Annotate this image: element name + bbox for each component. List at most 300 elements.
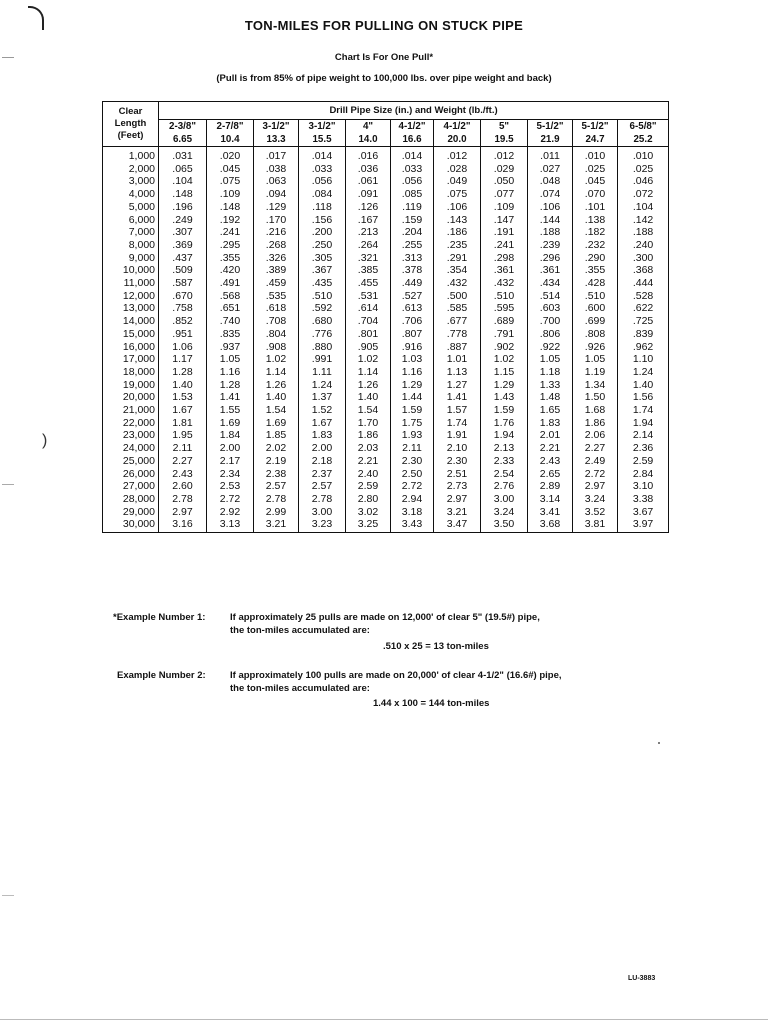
ton-miles-cell: 2.38 bbox=[254, 468, 299, 481]
clear-length-cell: 10,000 bbox=[103, 264, 159, 277]
ton-miles-cell: .094 bbox=[254, 188, 299, 201]
ton-miles-cell: 2.14 bbox=[618, 429, 669, 442]
clear-length-cell: 30,000 bbox=[103, 518, 159, 532]
ton-miles-cell: .354 bbox=[434, 264, 481, 277]
ton-miles-cell: 1.06 bbox=[159, 341, 207, 354]
ton-miles-cell: 2.43 bbox=[159, 468, 207, 481]
ton-miles-cell: 2.99 bbox=[254, 506, 299, 519]
ton-miles-cell: .126 bbox=[346, 201, 391, 214]
ton-miles-cell: 3.81 bbox=[573, 518, 618, 532]
ton-miles-cell: .109 bbox=[481, 201, 528, 214]
ton-miles-cell: .962 bbox=[618, 341, 669, 354]
table-row bbox=[103, 366, 669, 379]
ton-miles-cell: 3.38 bbox=[618, 493, 669, 506]
ton-miles-cell: .119 bbox=[391, 201, 434, 214]
ton-miles-cell: .033 bbox=[299, 163, 346, 176]
ton-miles-cell: 1.16 bbox=[207, 366, 254, 379]
ton-miles-cell: .241 bbox=[207, 226, 254, 239]
ton-miles-cell: .321 bbox=[346, 252, 391, 265]
ton-miles-cell: 3.21 bbox=[254, 518, 299, 532]
table-row bbox=[103, 175, 669, 188]
ton-miles-cell: 2.40 bbox=[346, 468, 391, 481]
ton-miles-cell: .778 bbox=[434, 328, 481, 341]
ton-miles-cell: .428 bbox=[573, 277, 618, 290]
ton-miles-cell: 2.18 bbox=[299, 455, 346, 468]
ton-miles-cell: 2.80 bbox=[346, 493, 391, 506]
ton-miles-cell: .355 bbox=[207, 252, 254, 265]
ton-miles-cell: 1.40 bbox=[159, 379, 207, 392]
ton-miles-cell: .031 bbox=[159, 147, 207, 163]
scan-mark-left-2 bbox=[2, 484, 14, 485]
ton-miles-cell: .437 bbox=[159, 252, 207, 265]
ton-miles-cell: 1.93 bbox=[391, 429, 434, 442]
ton-miles-cell: .740 bbox=[207, 315, 254, 328]
ton-miles-cell: .056 bbox=[391, 175, 434, 188]
pipe-size-header: 5" bbox=[481, 120, 528, 134]
ton-miles-cell: 2.72 bbox=[207, 493, 254, 506]
ton-miles-cell: .808 bbox=[573, 328, 618, 341]
ton-miles-cell: 2.21 bbox=[528, 442, 573, 455]
table-row bbox=[103, 147, 669, 163]
table-row bbox=[103, 188, 669, 201]
ton-miles-cell: .050 bbox=[481, 175, 528, 188]
ton-miles-cell: .420 bbox=[207, 264, 254, 277]
ton-miles-cell: 1.02 bbox=[254, 353, 299, 366]
ton-miles-cell: .028 bbox=[434, 163, 481, 176]
ton-miles-cell: 1.95 bbox=[159, 429, 207, 442]
ton-miles-cell: 1.05 bbox=[528, 353, 573, 366]
ton-miles-cell: 2.57 bbox=[254, 480, 299, 493]
ton-miles-cell: 1.43 bbox=[481, 391, 528, 404]
ton-miles-cell: .951 bbox=[159, 328, 207, 341]
ton-miles-cell: 1.54 bbox=[346, 404, 391, 417]
ton-miles-cell: .016 bbox=[346, 147, 391, 163]
ton-miles-cell: .075 bbox=[207, 175, 254, 188]
table-row bbox=[103, 201, 669, 214]
ton-miles-cell: 2.54 bbox=[481, 468, 528, 481]
clear-length-cell: 29,000 bbox=[103, 506, 159, 519]
ton-miles-cell: 3.24 bbox=[573, 493, 618, 506]
ton-miles-cell: 1.40 bbox=[346, 391, 391, 404]
ton-miles-cell: 1.68 bbox=[573, 404, 618, 417]
ton-miles-cell: 2.97 bbox=[159, 506, 207, 519]
ton-miles-cell: 1.41 bbox=[207, 391, 254, 404]
table-row bbox=[103, 379, 669, 392]
ton-miles-cell: 1.29 bbox=[481, 379, 528, 392]
ton-miles-cell: .455 bbox=[346, 277, 391, 290]
example-1-calc: .510 x 25 = 13 ton-miles bbox=[383, 641, 489, 652]
ton-miles-cell: 3.00 bbox=[299, 506, 346, 519]
ton-miles-cell: 1.26 bbox=[346, 379, 391, 392]
ton-miles-cell: .378 bbox=[391, 264, 434, 277]
ton-miles-cell: .369 bbox=[159, 239, 207, 252]
ton-miles-cell: .012 bbox=[434, 147, 481, 163]
clear-length-cell: 23,000 bbox=[103, 429, 159, 442]
ton-miles-cell: 3.47 bbox=[434, 518, 481, 532]
ton-miles-cell: .250 bbox=[299, 239, 346, 252]
table-row bbox=[103, 277, 669, 290]
ton-miles-cell: .020 bbox=[207, 147, 254, 163]
ton-miles-cell: 2.01 bbox=[528, 429, 573, 442]
ton-miles-cell: .014 bbox=[299, 147, 346, 163]
table-row bbox=[103, 264, 669, 277]
ton-miles-cell: 1.75 bbox=[391, 417, 434, 430]
ton-miles-cell: .192 bbox=[207, 214, 254, 227]
ton-miles-cell: .680 bbox=[299, 315, 346, 328]
ton-miles-cell: 2.36 bbox=[618, 442, 669, 455]
ton-miles-cell: 2.57 bbox=[299, 480, 346, 493]
ton-miles-cell: .295 bbox=[207, 239, 254, 252]
ton-miles-cell: 1.26 bbox=[254, 379, 299, 392]
ton-miles-cell: 1.94 bbox=[481, 429, 528, 442]
table-row bbox=[103, 480, 669, 493]
ton-miles-cell: .603 bbox=[528, 302, 573, 315]
clear-length-cell: 12,000 bbox=[103, 290, 159, 303]
ton-miles-cell: 3.68 bbox=[528, 518, 573, 532]
ton-miles-cell: 1.02 bbox=[481, 353, 528, 366]
ton-miles-cell: 2.33 bbox=[481, 455, 528, 468]
ton-miles-cell: 2.60 bbox=[159, 480, 207, 493]
ton-miles-cell: .012 bbox=[481, 147, 528, 163]
ton-miles-cell: 2.10 bbox=[434, 442, 481, 455]
table-row bbox=[103, 404, 669, 417]
table-row bbox=[103, 429, 669, 442]
ton-miles-cell: .368 bbox=[618, 264, 669, 277]
pipe-size-header: 2-3/8" bbox=[159, 120, 207, 134]
page-title: TON-MILES FOR PULLING ON STUCK PIPE bbox=[244, 18, 524, 33]
clear-length-cell: 14,000 bbox=[103, 315, 159, 328]
ton-miles-cell: .535 bbox=[254, 290, 299, 303]
ton-miles-cell: .148 bbox=[159, 188, 207, 201]
ton-miles-cell: 2.78 bbox=[159, 493, 207, 506]
ton-miles-cell: .432 bbox=[434, 277, 481, 290]
ton-miles-cell: 1.01 bbox=[434, 353, 481, 366]
pipe-weight-header: 19.5 bbox=[481, 133, 528, 147]
ton-miles-cell: .776 bbox=[299, 328, 346, 341]
ton-miles-cell: .011 bbox=[528, 147, 573, 163]
ton-miles-cell: .200 bbox=[299, 226, 346, 239]
ton-miles-cell: .091 bbox=[346, 188, 391, 201]
table-row bbox=[103, 252, 669, 265]
ton-miles-cell: .585 bbox=[434, 302, 481, 315]
ton-miles-cell: 2.43 bbox=[528, 455, 573, 468]
ton-miles-cell: .045 bbox=[573, 175, 618, 188]
ton-miles-cell: .307 bbox=[159, 226, 207, 239]
pipe-size-header: 3-1/2" bbox=[254, 120, 299, 134]
ton-miles-cell: .147 bbox=[481, 214, 528, 227]
ton-miles-cell: .148 bbox=[207, 201, 254, 214]
ton-miles-cell: .528 bbox=[618, 290, 669, 303]
ton-miles-cell: 1.29 bbox=[391, 379, 434, 392]
ton-miles-cell: .249 bbox=[159, 214, 207, 227]
ton-miles-cell: .196 bbox=[159, 201, 207, 214]
ton-miles-cell: .613 bbox=[391, 302, 434, 315]
scan-bottom-line bbox=[0, 1019, 768, 1020]
table-row bbox=[103, 239, 669, 252]
ton-miles-cell: .104 bbox=[159, 175, 207, 188]
ton-miles-cell: 1.03 bbox=[391, 353, 434, 366]
ton-miles-cell: 2.11 bbox=[159, 442, 207, 455]
ton-miles-cell: .385 bbox=[346, 264, 391, 277]
ton-miles-cell: .444 bbox=[618, 277, 669, 290]
table-row bbox=[103, 290, 669, 303]
ton-miles-cell: 1.05 bbox=[207, 353, 254, 366]
ton-miles-cell: .056 bbox=[299, 175, 346, 188]
table-row bbox=[103, 226, 669, 239]
ton-miles-cell: .240 bbox=[618, 239, 669, 252]
ton-miles-cell: .017 bbox=[254, 147, 299, 163]
ton-miles-cell: 1.28 bbox=[207, 379, 254, 392]
ton-miles-cell: .305 bbox=[299, 252, 346, 265]
ton-miles-cell: .213 bbox=[346, 226, 391, 239]
ton-miles-cell: 1.14 bbox=[346, 366, 391, 379]
ton-miles-cell: .156 bbox=[299, 214, 346, 227]
ton-miles-cell: .143 bbox=[434, 214, 481, 227]
pipe-size-header: 4-1/2" bbox=[391, 120, 434, 134]
clear-length-header: Clear Length (Feet) bbox=[103, 102, 159, 147]
ton-miles-cell: .104 bbox=[618, 201, 669, 214]
table-row bbox=[103, 391, 669, 404]
clear-length-cell: 13,000 bbox=[103, 302, 159, 315]
ton-miles-cell: 1.53 bbox=[159, 391, 207, 404]
ton-miles-cell: 2.02 bbox=[254, 442, 299, 455]
ton-miles-cell: .239 bbox=[528, 239, 573, 252]
ton-miles-cell: .592 bbox=[299, 302, 346, 315]
clear-length-cell: 8,000 bbox=[103, 239, 159, 252]
ton-miles-cell: .704 bbox=[346, 315, 391, 328]
ton-miles-cell: .689 bbox=[481, 315, 528, 328]
pipe-size-header: 3-1/2" bbox=[299, 120, 346, 134]
ton-miles-cell: 3.21 bbox=[434, 506, 481, 519]
ton-miles-cell: .109 bbox=[207, 188, 254, 201]
ton-miles-cell: 1.28 bbox=[159, 366, 207, 379]
clear-length-cell: 7,000 bbox=[103, 226, 159, 239]
ton-miles-cell: 1.69 bbox=[207, 417, 254, 430]
pipe-weight-header: 21.9 bbox=[528, 133, 573, 147]
ton-miles-cell: .804 bbox=[254, 328, 299, 341]
ton-miles-cell: .807 bbox=[391, 328, 434, 341]
ton-miles-cell: .188 bbox=[618, 226, 669, 239]
ton-miles-cell: .991 bbox=[299, 353, 346, 366]
clear-length-cell: 17,000 bbox=[103, 353, 159, 366]
ton-miles-cell: .887 bbox=[434, 341, 481, 354]
ton-miles-cell: 1.05 bbox=[573, 353, 618, 366]
ton-miles-cell: .622 bbox=[618, 302, 669, 315]
ton-miles-cell: 1.83 bbox=[528, 417, 573, 430]
ton-miles-cell: 1.24 bbox=[299, 379, 346, 392]
ton-miles-cell: .065 bbox=[159, 163, 207, 176]
table-row bbox=[103, 468, 669, 481]
clear-length-cell: 4,000 bbox=[103, 188, 159, 201]
clear-length-cell: 19,000 bbox=[103, 379, 159, 392]
ton-miles-cell: .025 bbox=[618, 163, 669, 176]
ton-miles-cell: .077 bbox=[481, 188, 528, 201]
pipe-weight-header: 14.0 bbox=[346, 133, 391, 147]
ton-miles-cell: .839 bbox=[618, 328, 669, 341]
clear-length-cell: 2,000 bbox=[103, 163, 159, 176]
ton-miles-cell: 1.86 bbox=[573, 417, 618, 430]
ton-miles-cell: 2.27 bbox=[573, 442, 618, 455]
pipe-weight-header: 25.2 bbox=[618, 133, 669, 147]
ton-miles-cell: .048 bbox=[528, 175, 573, 188]
ton-miles-cell: 3.18 bbox=[391, 506, 434, 519]
clear-length-cell: 21,000 bbox=[103, 404, 159, 417]
pipe-size-header: 5-1/2" bbox=[573, 120, 618, 134]
ton-miles-cell: .510 bbox=[481, 290, 528, 303]
clear-length-cell: 3,000 bbox=[103, 175, 159, 188]
ton-miles-cell: 1.50 bbox=[573, 391, 618, 404]
ton-miles-cell: .510 bbox=[299, 290, 346, 303]
ton-miles-cell: 2.92 bbox=[207, 506, 254, 519]
ton-miles-cell: .527 bbox=[391, 290, 434, 303]
ton-miles-cell: .699 bbox=[573, 315, 618, 328]
ton-miles-cell: .167 bbox=[346, 214, 391, 227]
example-2-text: If approximately 100 pulls are made on 20,000' of clear 4-1/2" (16.6#) pipe, bbox=[230, 670, 562, 681]
ton-miles-cell: 2.50 bbox=[391, 468, 434, 481]
page-note: (Pull is from 85% of pipe weight to 100,000 lbs. over pipe weight and back) bbox=[216, 73, 552, 84]
ton-miles-cell: .514 bbox=[528, 290, 573, 303]
ton-miles-cell: .852 bbox=[159, 315, 207, 328]
ton-miles-cell: 2.84 bbox=[618, 468, 669, 481]
ton-miles-cell: 1.40 bbox=[254, 391, 299, 404]
ton-miles-cell: .880 bbox=[299, 341, 346, 354]
ton-miles-cell: 3.50 bbox=[481, 518, 528, 532]
ton-miles-cell: .367 bbox=[299, 264, 346, 277]
pipe-weight-header: 10.4 bbox=[207, 133, 254, 147]
ton-miles-cell: 2.76 bbox=[481, 480, 528, 493]
ton-miles-cell: 2.59 bbox=[618, 455, 669, 468]
ton-miles-cell: .922 bbox=[528, 341, 573, 354]
pipe-weight-header: 24.7 bbox=[573, 133, 618, 147]
ton-miles-cell: .677 bbox=[434, 315, 481, 328]
ton-miles-cell: .296 bbox=[528, 252, 573, 265]
example-2-label: Example Number 2: bbox=[117, 670, 206, 681]
pipe-weight-header: 6.65 bbox=[159, 133, 207, 147]
table-row bbox=[103, 442, 669, 455]
ton-miles-cell: .268 bbox=[254, 239, 299, 252]
ton-miles-cell: .937 bbox=[207, 341, 254, 354]
document-id: LU-3883 bbox=[628, 975, 656, 982]
ton-miles-cell: .531 bbox=[346, 290, 391, 303]
pipe-weight-header: 20.0 bbox=[434, 133, 481, 147]
ton-miles-cell: 1.40 bbox=[618, 379, 669, 392]
ton-miles-cell: .074 bbox=[528, 188, 573, 201]
clear-length-cell: 27,000 bbox=[103, 480, 159, 493]
ton-miles-cell: .708 bbox=[254, 315, 299, 328]
table-row bbox=[103, 417, 669, 430]
clear-length-cell: 15,000 bbox=[103, 328, 159, 341]
ton-miles-cell: .491 bbox=[207, 277, 254, 290]
ton-miles-cell: 3.97 bbox=[618, 518, 669, 532]
example-2-line2: the ton-miles accumulated are: bbox=[230, 683, 370, 694]
ton-miles-cell: .142 bbox=[618, 214, 669, 227]
ton-miles-cell: 1.84 bbox=[207, 429, 254, 442]
ton-miles-cell: .595 bbox=[481, 302, 528, 315]
ton-miles-cell: .618 bbox=[254, 302, 299, 315]
ton-miles-cell: 1.70 bbox=[346, 417, 391, 430]
ton-miles-cell: .801 bbox=[346, 328, 391, 341]
ton-miles-cell: 1.54 bbox=[254, 404, 299, 417]
ton-miles-cell: 2.97 bbox=[573, 480, 618, 493]
example-2-calc: 1.44 x 100 = 144 ton-miles bbox=[373, 698, 490, 709]
ton-miles-cell: 3.67 bbox=[618, 506, 669, 519]
ton-miles-table bbox=[102, 101, 669, 533]
ton-miles-cell: 2.13 bbox=[481, 442, 528, 455]
ton-miles-cell: .614 bbox=[346, 302, 391, 315]
ton-miles-cell: 2.00 bbox=[299, 442, 346, 455]
clear-length-cell: 20,000 bbox=[103, 391, 159, 404]
ton-miles-cell: 3.00 bbox=[481, 493, 528, 506]
ton-miles-cell: .600 bbox=[573, 302, 618, 315]
ton-miles-cell: .138 bbox=[573, 214, 618, 227]
ton-miles-cell: .106 bbox=[434, 201, 481, 214]
ton-miles-cell: 2.27 bbox=[159, 455, 207, 468]
table-row bbox=[103, 163, 669, 176]
ton-miles-cell: .046 bbox=[618, 175, 669, 188]
ton-miles-cell: .186 bbox=[434, 226, 481, 239]
ton-miles-cell: .500 bbox=[434, 290, 481, 303]
pipe-size-header: 6-5/8" bbox=[618, 120, 669, 134]
ton-miles-cell: .072 bbox=[618, 188, 669, 201]
ton-miles-cell: 1.67 bbox=[299, 417, 346, 430]
ton-miles-cell: .188 bbox=[528, 226, 573, 239]
table-row bbox=[103, 214, 669, 227]
ton-miles-cell: 1.44 bbox=[391, 391, 434, 404]
pipe-size-header: 2-7/8" bbox=[207, 120, 254, 134]
ton-miles-cell: .361 bbox=[528, 264, 573, 277]
ton-miles-cell: .806 bbox=[528, 328, 573, 341]
clear-length-cell: 22,000 bbox=[103, 417, 159, 430]
ton-miles-cell: .235 bbox=[434, 239, 481, 252]
clear-length-cell: 28,000 bbox=[103, 493, 159, 506]
ton-miles-cell: .670 bbox=[159, 290, 207, 303]
clear-length-cell: 9,000 bbox=[103, 252, 159, 265]
ton-miles-cell: .361 bbox=[481, 264, 528, 277]
ton-miles-cell: .435 bbox=[299, 277, 346, 290]
ton-miles-cell: .432 bbox=[481, 277, 528, 290]
ton-miles-cell: 1.59 bbox=[481, 404, 528, 417]
ton-miles-cell: 1.10 bbox=[618, 353, 669, 366]
ton-miles-cell: .191 bbox=[481, 226, 528, 239]
example-1-label: *Example Number 1: bbox=[113, 612, 206, 623]
ton-miles-cell: .326 bbox=[254, 252, 299, 265]
ton-miles-cell: 2.00 bbox=[207, 442, 254, 455]
ton-miles-cell: .033 bbox=[391, 163, 434, 176]
ton-miles-cell: 1.86 bbox=[346, 429, 391, 442]
ton-miles-cell: .916 bbox=[391, 341, 434, 354]
ton-miles-cell: 1.34 bbox=[573, 379, 618, 392]
ton-miles-cell: .182 bbox=[573, 226, 618, 239]
ton-miles-cell: 1.94 bbox=[618, 417, 669, 430]
ton-miles-cell: .291 bbox=[434, 252, 481, 265]
ton-miles-cell: 2.37 bbox=[299, 468, 346, 481]
table-row bbox=[103, 315, 669, 328]
ton-miles-cell: 1.41 bbox=[434, 391, 481, 404]
ton-miles-cell: 3.24 bbox=[481, 506, 528, 519]
ton-miles-cell: 1.83 bbox=[299, 429, 346, 442]
ton-miles-cell: .159 bbox=[391, 214, 434, 227]
ton-miles-cell: .061 bbox=[346, 175, 391, 188]
ton-miles-cell: .290 bbox=[573, 252, 618, 265]
ton-miles-cell: .118 bbox=[299, 201, 346, 214]
example-1-text: If approximately 25 pulls are made on 12,000' of clear 5" (19.5#) pipe, bbox=[230, 612, 540, 623]
table-row bbox=[103, 353, 669, 366]
ton-miles-cell: .106 bbox=[528, 201, 573, 214]
table-row bbox=[103, 506, 669, 519]
table-row bbox=[103, 455, 669, 468]
pipe-weight-header: 13.3 bbox=[254, 133, 299, 147]
ton-miles-cell: .926 bbox=[573, 341, 618, 354]
